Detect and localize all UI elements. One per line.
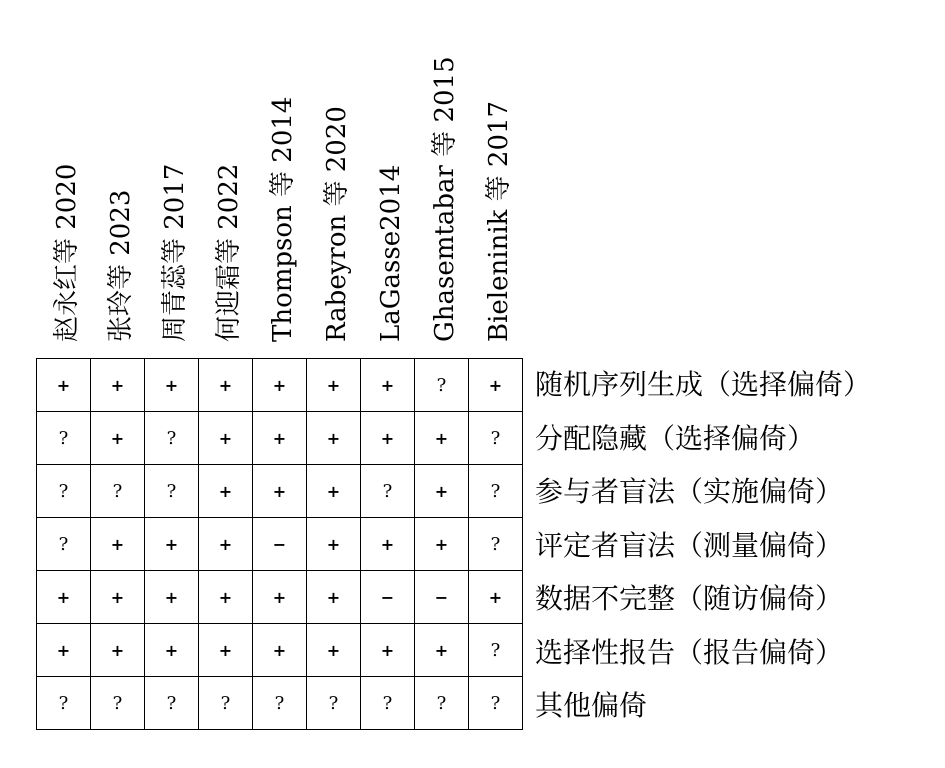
judgement-cell: + — [307, 359, 361, 412]
judgement-cell: + — [91, 359, 145, 412]
judgement-cell: + — [199, 518, 253, 571]
judgement-cell: + — [415, 624, 469, 677]
judgement-cell: ? — [361, 465, 415, 518]
judgement-cell: + — [469, 359, 523, 412]
domain-label: 数据不完整（随访偏倚） — [535, 582, 844, 615]
study-label: Ghasemtabar 等 2015 — [430, 56, 460, 342]
grid-row — [37, 571, 523, 624]
judgement-cell: + — [91, 518, 145, 571]
judgement-cell: + — [145, 624, 199, 677]
judgement-cell: ? — [37, 677, 91, 730]
judgement-cell: + — [415, 412, 469, 465]
judgement-cell: + — [307, 624, 361, 677]
judgement-cell: ? — [307, 677, 361, 730]
judgement-cell: + — [361, 624, 415, 677]
domain-labels — [535, 358, 871, 733]
study-labels — [0, 0, 945, 358]
judgement-cell: + — [145, 571, 199, 624]
study-label: 张玲等 2023 — [106, 189, 136, 342]
judgement-cell: + — [307, 465, 361, 518]
judgement-cell: ? — [199, 677, 253, 730]
judgement-cell: − — [361, 571, 415, 624]
judgement-cell: ? — [145, 412, 199, 465]
study-label: Rabeyron 等 2020 — [322, 106, 352, 342]
judgement-cell: + — [307, 412, 361, 465]
judgement-cell: + — [361, 518, 415, 571]
judgement-cell: ? — [469, 465, 523, 518]
judgement-cell: + — [469, 571, 523, 624]
domain-label: 评定者盲法（测量偏倚） — [535, 528, 844, 562]
risk-of-bias-grid — [36, 358, 523, 730]
judgement-cell: ? — [37, 465, 91, 518]
judgement-cell: + — [37, 624, 91, 677]
judgement-cell: + — [253, 465, 307, 518]
grid-row — [37, 412, 523, 465]
judgement-cell: + — [415, 518, 469, 571]
judgement-cell: + — [37, 571, 91, 624]
study-label: Bieleninik 等 2017 — [484, 100, 514, 342]
judgement-cell: ? — [469, 677, 523, 730]
judgement-cell: + — [199, 571, 253, 624]
judgement-cell: ? — [415, 677, 469, 730]
judgement-cell: ? — [145, 677, 199, 730]
judgement-cell: + — [253, 412, 307, 465]
judgement-cell: + — [199, 359, 253, 412]
judgement-cell: + — [199, 465, 253, 518]
study-label: 赵永红等 2020 — [52, 163, 82, 342]
judgement-cell: ? — [469, 518, 523, 571]
study-label: Thompson 等 2014 — [268, 96, 298, 342]
judgement-cell: + — [253, 624, 307, 677]
study-label: LaGasse2014 — [376, 164, 406, 342]
judgement-cell: ? — [361, 677, 415, 730]
judgement-cell: + — [415, 465, 469, 518]
judgement-cell: + — [253, 571, 307, 624]
grid-row — [37, 465, 523, 518]
study-label: 何迎霜等 2022 — [214, 163, 244, 342]
judgement-cell: + — [199, 412, 253, 465]
domain-label: 随机序列生成（选择偏倚） — [535, 368, 872, 401]
judgement-cell: ? — [415, 359, 469, 412]
grid-row — [37, 624, 523, 677]
grid-row — [37, 677, 523, 730]
judgement-cell: + — [91, 624, 145, 677]
judgement-cell: + — [91, 412, 145, 465]
judgement-cell: + — [307, 571, 361, 624]
judgement-cell: + — [307, 518, 361, 571]
judgement-cell: + — [253, 359, 307, 412]
judgement-cell: ? — [469, 624, 523, 677]
judgement-cell: + — [199, 624, 253, 677]
study-label: 周青蕊等 2017 — [160, 163, 190, 342]
grid-row — [37, 518, 523, 571]
judgement-cell: ? — [253, 677, 307, 730]
judgement-cell: ? — [91, 677, 145, 730]
judgement-cell: + — [37, 359, 91, 412]
domain-label: 参与者盲法（实施偏倚） — [535, 475, 844, 508]
judgement-cell: ? — [145, 465, 199, 518]
judgement-cell: − — [253, 518, 307, 571]
grid-row — [37, 359, 523, 412]
judgement-cell: ? — [37, 412, 91, 465]
judgement-cell: ? — [37, 518, 91, 571]
judgement-cell: ? — [469, 412, 523, 465]
judgement-cell: − — [415, 571, 469, 624]
domain-label: 分配隐藏（选择偏倚） — [535, 421, 816, 455]
judgement-cell: + — [145, 518, 199, 571]
judgement-cell: + — [145, 359, 199, 412]
judgement-cell: + — [361, 359, 415, 412]
domain-label: 其他偏倚 — [535, 689, 648, 722]
judgement-cell: + — [91, 571, 145, 624]
judgement-cell: ? — [91, 465, 145, 518]
judgement-cell: + — [361, 412, 415, 465]
domain-label: 选择性报告（报告偏倚） — [535, 635, 844, 669]
